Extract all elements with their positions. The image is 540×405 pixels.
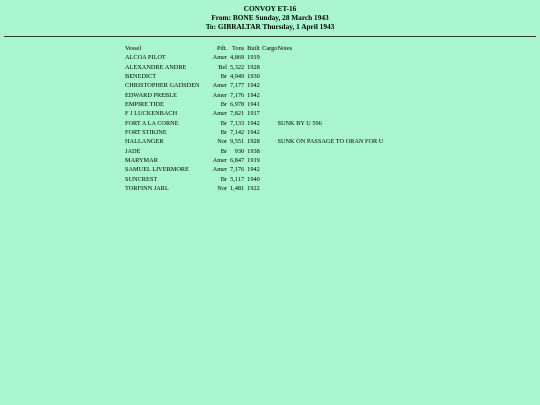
table-row	[125, 184, 383, 193]
cell-cargo	[262, 119, 277, 128]
cell-cargo	[262, 100, 277, 109]
cell-built: 1930	[247, 73, 260, 81]
column-header-vessel: Vessel	[125, 45, 142, 52]
cell-notes	[277, 72, 383, 81]
cell-built: 1942	[247, 119, 260, 127]
table-row	[125, 147, 383, 156]
table-row	[125, 175, 383, 184]
cell-cargo	[262, 91, 277, 100]
cell-notes	[277, 53, 383, 62]
cell-flag: Br	[220, 73, 227, 81]
cell-flag: Br	[220, 119, 227, 127]
table-row	[125, 119, 383, 128]
cell-flag: Nor	[217, 185, 227, 193]
cell-flag: Amer	[212, 166, 227, 174]
cell-vessel: MARYMAR	[125, 157, 158, 165]
cell-cargo	[262, 72, 277, 81]
cell-cargo	[262, 128, 277, 137]
cell-built: 1922	[247, 185, 260, 193]
cell-flag: Nor	[217, 138, 227, 146]
cell-cargo	[262, 63, 277, 72]
cell-vessel: BENEDICT	[125, 73, 157, 81]
table-row	[125, 137, 383, 146]
table-row	[125, 63, 383, 72]
cell-notes	[277, 63, 383, 72]
table-row	[125, 156, 383, 165]
cell-notes	[277, 81, 383, 90]
cell-built: 1942	[247, 82, 260, 90]
convoy-title: CONVOY ET-16	[243, 4, 297, 13]
convoy-from-line: From: BONE Sunday, 28 March 1943	[211, 13, 329, 22]
cell-vessel: SUNCREST	[125, 175, 158, 183]
convoy-table	[125, 44, 383, 194]
cell-built: 1942	[247, 91, 260, 99]
cell-flag: Amer	[212, 157, 227, 165]
cell-flag: Amer	[212, 91, 227, 99]
table-header-row	[125, 44, 383, 53]
table-row	[125, 128, 383, 137]
cell-tons: 7,821	[230, 110, 245, 118]
cell-notes	[277, 184, 383, 193]
table-row	[125, 100, 383, 109]
convoy-to-line: To: GIBRALTAR Thursday, 1 April 1943	[205, 22, 335, 31]
cell-tons: 930	[234, 147, 245, 155]
cell-tons: 5,117	[230, 175, 245, 183]
cell-built: 1938	[247, 147, 260, 155]
cell-tons: 4,869	[230, 54, 245, 62]
header-divider	[4, 36, 536, 37]
cell-notes	[277, 156, 383, 165]
cell-vessel: FORT STIKINE	[125, 129, 167, 137]
table-row	[125, 53, 383, 62]
cell-tons: 7,176	[230, 91, 245, 99]
cell-cargo	[262, 165, 277, 174]
convoy-table-head	[125, 44, 383, 53]
cell-flag: Br	[220, 175, 227, 183]
table-row	[125, 109, 383, 118]
cell-cargo	[262, 184, 277, 193]
cell-tons: 5,322	[230, 63, 245, 71]
table-row	[125, 165, 383, 174]
cell-built: 1942	[247, 166, 260, 174]
cell-notes	[277, 109, 383, 118]
cell-tons: 6,847	[230, 157, 245, 165]
column-header-cargo: Cargo	[262, 45, 278, 52]
cell-flag: Br	[220, 101, 227, 109]
cell-cargo	[262, 147, 277, 156]
cell-vessel: EMPIRE TIDE	[125, 101, 164, 109]
cell-notes	[277, 91, 383, 100]
cell-cargo	[262, 109, 277, 118]
cell-flag: Bel	[218, 63, 227, 71]
cell-vessel: CHRISTOPHER GADSDEN	[125, 82, 200, 90]
convoy-header	[0, 0, 540, 31]
cell-notes	[277, 128, 383, 137]
cell-notes	[277, 147, 383, 156]
cell-flag: Amer	[212, 82, 227, 90]
cell-built: 1942	[247, 129, 260, 137]
cell-vessel: TORFINN JARL	[125, 185, 169, 193]
cell-tons: 1,481	[230, 185, 245, 193]
table-row	[125, 72, 383, 81]
cell-flag: Br	[220, 129, 227, 137]
cell-notes	[277, 165, 383, 174]
cell-tons: 7,176	[230, 166, 245, 174]
cell-built: 1928	[247, 138, 260, 146]
cell-built: 1928	[247, 63, 260, 71]
cell-tons: 7,142	[230, 129, 245, 137]
column-header-notes: Notes	[277, 45, 293, 52]
cell-vessel: HALLANGER	[125, 138, 164, 146]
cell-cargo	[262, 175, 277, 184]
cell-vessel: EDWARD PREBLE	[125, 91, 177, 99]
cell-notes	[277, 100, 383, 109]
cell-built: 1941	[247, 101, 260, 109]
table-row	[125, 91, 383, 100]
column-header-flag: Pdt.	[217, 45, 227, 52]
cell-tons: 6,978	[230, 101, 245, 109]
cell-notes: SUNK ON PASSAGE TO ORAN FOR U	[277, 138, 384, 146]
cell-flag: Amer	[212, 54, 227, 62]
cell-notes	[277, 175, 383, 184]
cell-built: 1917	[247, 110, 260, 118]
cell-vessel: JADE	[125, 147, 141, 155]
cell-tons: 9,551	[230, 138, 245, 146]
cell-vessel: ALCOA PILOT	[125, 54, 166, 62]
cell-vessel: SAMUEL LIVERMORE	[125, 166, 189, 174]
cell-vessel: ALEXANDRE ANDRE	[125, 63, 187, 71]
convoy-table-body	[125, 53, 383, 193]
cell-flag: Br	[220, 147, 227, 155]
cell-built: 1919	[247, 157, 260, 165]
cell-tons: 4,949	[230, 73, 245, 81]
cell-vessel: F J LUCKENBACH	[125, 110, 178, 118]
cell-flag: Amer	[212, 110, 227, 118]
cell-vessel: FORT A LA CORNE	[125, 119, 179, 127]
cell-cargo	[262, 137, 277, 146]
cell-tons: 7,133	[230, 119, 245, 127]
cell-cargo	[262, 53, 277, 62]
cell-cargo	[262, 156, 277, 165]
table-row	[125, 81, 383, 90]
cell-cargo	[262, 81, 277, 90]
cell-notes: SUNK BY U 596	[277, 119, 322, 127]
column-header-built: Built	[247, 45, 260, 52]
column-header-tons: Tons	[232, 45, 245, 52]
cell-tons: 7,177	[230, 82, 245, 90]
cell-built: 1940	[247, 175, 260, 183]
cell-built: 1919	[247, 54, 260, 62]
